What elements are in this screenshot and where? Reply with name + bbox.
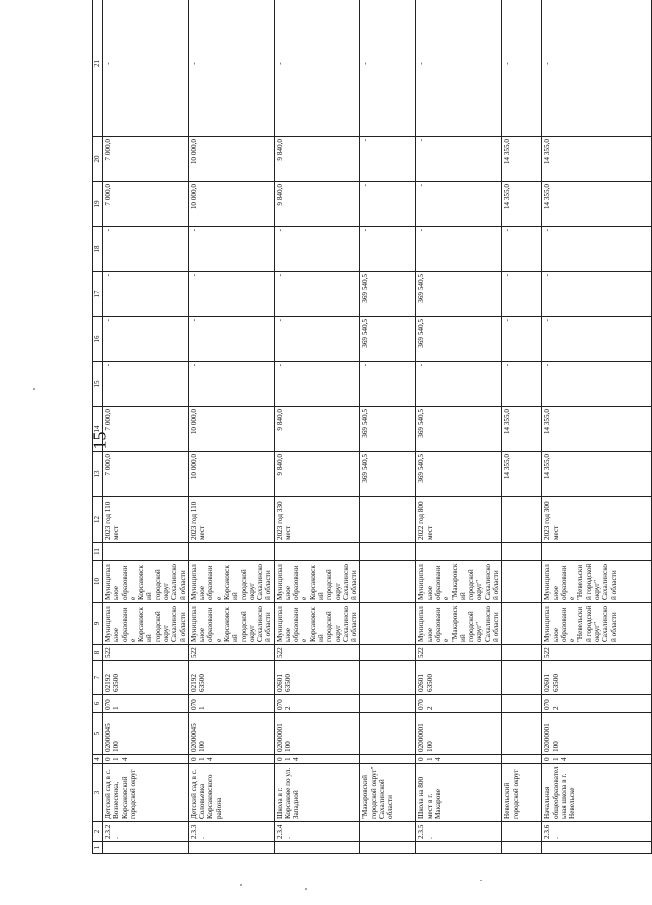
table-cell-col-12: 2023 год 110 мест bbox=[188, 497, 274, 543]
table-cell-col-12 bbox=[502, 497, 542, 543]
table-cell-col-19: 14 355,0 bbox=[502, 182, 542, 227]
table-cell-col-13: 14 355,0 bbox=[502, 452, 542, 497]
table-cell-col-4: 0 1 4 bbox=[188, 755, 274, 764]
table-row bbox=[103, 0, 189, 854]
table-cell-col-16: - bbox=[502, 317, 542, 362]
column-number-11: 11 bbox=[93, 543, 103, 561]
column-number-12: 12 bbox=[93, 497, 103, 543]
table-cell-col-13: 369 540,5 bbox=[416, 452, 502, 497]
table-cell-col-8: 522 bbox=[416, 645, 502, 661]
table-cell-col-19: 7 000,0 bbox=[103, 182, 189, 227]
table-cell-col-16: - bbox=[188, 317, 274, 362]
table-cell-col-1 bbox=[188, 842, 274, 854]
table-cell-col-4: 0 1 4 bbox=[416, 755, 502, 764]
column-number-4: 4 bbox=[93, 755, 103, 764]
table-cell-col-15: - bbox=[416, 362, 502, 407]
table-cell-col-14: 7 000,0 bbox=[103, 407, 189, 452]
table-cell-col-17: 369 540,5 bbox=[360, 272, 416, 317]
table-row bbox=[274, 0, 360, 854]
table-cell-col-11 bbox=[542, 543, 652, 561]
table-cell-col-15: - bbox=[274, 362, 360, 407]
table-cell-col-20: 9 840,0 bbox=[274, 137, 360, 182]
table-cell-col-5: 02000001 100 bbox=[416, 713, 502, 755]
column-number-6: 6 bbox=[93, 695, 103, 713]
table-cell-col-14: 14 355,0 bbox=[542, 407, 652, 452]
table-cell-col-13: 7 000,0 bbox=[103, 452, 189, 497]
table-cell-col-12: 2022 год 800 мест bbox=[416, 497, 502, 543]
table-row bbox=[416, 0, 502, 854]
table-cell-col-20: 14 355,0 bbox=[502, 137, 542, 182]
table-cell-col-11 bbox=[188, 543, 274, 561]
column-number-9: 9 bbox=[93, 603, 103, 645]
table-cell-col-2 bbox=[502, 822, 542, 842]
table-cell-col-13: 369 540,5 bbox=[360, 452, 416, 497]
table-cell-col-6 bbox=[502, 695, 542, 713]
table-cell-col-12: 2023 год 330 мест bbox=[274, 497, 360, 543]
table-cell-col-13: 14 355,0 bbox=[542, 452, 652, 497]
table-cell-col-5 bbox=[360, 713, 416, 755]
column-number-2: 2 bbox=[93, 822, 103, 842]
table-cell-col-11 bbox=[103, 543, 189, 561]
table-cell-col-15: - bbox=[360, 362, 416, 407]
table-cell-col-3: "Макаровский городской округ" Сахалинской области bbox=[360, 764, 416, 822]
table-cell-col-14: 9 840,0 bbox=[274, 407, 360, 452]
table-cell-col-1 bbox=[502, 842, 542, 854]
column-number-7: 7 bbox=[93, 661, 103, 695]
table-cell-col-7 bbox=[502, 661, 542, 695]
table-cell-col-6 bbox=[360, 695, 416, 713]
table-cell-col-7: 02192 63500 bbox=[188, 661, 274, 695]
table-cell-col-3: Невельский городской округ bbox=[502, 764, 542, 822]
table-cell-col-18: - bbox=[416, 227, 502, 272]
table-cell-col-3: Школа на 800 мест в г. Макарове bbox=[416, 764, 502, 822]
budget-table-frame bbox=[89, 41, 618, 854]
scan-speck bbox=[240, 884, 242, 886]
table-cell-col-10: Муниципальное образование Корсаковский городской округ Сахалинской области bbox=[188, 561, 274, 603]
table-cell-col-10: Муниципальное образование Корсаковский городской округ Сахалинской области bbox=[103, 561, 189, 603]
table-cell-col-18: - bbox=[274, 227, 360, 272]
table-cell-col-4: 0 1 4 bbox=[103, 755, 189, 764]
table-cell-col-5: 02000045 100 bbox=[103, 713, 189, 755]
table-cell-col-17: - bbox=[103, 272, 189, 317]
table-cell-col-21: - bbox=[103, 0, 189, 137]
table-cell-col-20: 14 355,0 bbox=[542, 137, 652, 182]
budget-table bbox=[89, 0, 652, 854]
scan-speck bbox=[305, 888, 307, 890]
table-cell-col-4 bbox=[360, 755, 416, 764]
table-cell-col-2: 2.3.2. bbox=[103, 822, 189, 842]
table-cell-col-8: 522 bbox=[188, 645, 274, 661]
table-cell-col-10 bbox=[360, 561, 416, 603]
header-row bbox=[93, 0, 103, 854]
table-cell-col-21: - bbox=[502, 0, 542, 137]
table-cell-col-17: - bbox=[274, 272, 360, 317]
table-cell-col-4: 0 1 4 bbox=[274, 755, 360, 764]
column-number-13: 13 bbox=[93, 452, 103, 497]
table-cell-col-9 bbox=[502, 603, 542, 645]
table-cell-col-9: Муниципальное образование "Макаровский городской округ" Сахалинской области bbox=[416, 603, 502, 645]
table-cell-col-18: - bbox=[360, 227, 416, 272]
table-cell-col-16: 369 540,5 bbox=[416, 317, 502, 362]
table-cell-col-18: - bbox=[542, 227, 652, 272]
table-cell-col-7: 02601 63500 bbox=[542, 661, 652, 695]
table-cell-col-11 bbox=[502, 543, 542, 561]
table-cell-col-21: - bbox=[360, 0, 416, 137]
table-cell-col-15: - bbox=[542, 362, 652, 407]
table-cell-col-13: 10 000,0 bbox=[188, 452, 274, 497]
table-cell-col-21: - bbox=[274, 0, 360, 137]
table-row bbox=[188, 0, 274, 854]
column-number-15: 15 bbox=[93, 362, 103, 407]
table-cell-col-1 bbox=[542, 842, 652, 854]
table-cell-col-5: 02000001 100 bbox=[542, 713, 652, 755]
table-cell-col-18: - bbox=[188, 227, 274, 272]
table-cell-col-21: - bbox=[188, 0, 274, 137]
table-cell-col-14: 369 540,5 bbox=[360, 407, 416, 452]
table-cell-col-1 bbox=[416, 842, 502, 854]
table-cell-col-16: - bbox=[542, 317, 652, 362]
table-cell-col-9: Муниципальное образование Корсаковский городской округ Сахалинской области bbox=[188, 603, 274, 645]
page-number: 15 bbox=[89, 431, 110, 450]
table-cell-col-14: 10 000,0 bbox=[188, 407, 274, 452]
table-cell-col-15: - bbox=[188, 362, 274, 407]
column-number-8: 8 bbox=[93, 645, 103, 661]
column-number-3: 3 bbox=[93, 764, 103, 822]
table-cell-col-19: 14 355,0 bbox=[542, 182, 652, 227]
table-cell-col-10: Муниципальное образование Корсаковский городской округ Сахалинской области bbox=[274, 561, 360, 603]
table-cell-col-1 bbox=[103, 842, 189, 854]
column-number-20: 20 bbox=[93, 137, 103, 182]
table-cell-col-16: - bbox=[274, 317, 360, 362]
table-cell-col-17: - bbox=[502, 272, 542, 317]
table-cell-col-8 bbox=[360, 645, 416, 661]
table-cell-col-20: - bbox=[360, 137, 416, 182]
table-cell-col-11 bbox=[360, 543, 416, 561]
table-cell-col-5: 02000045 100 bbox=[188, 713, 274, 755]
table-cell-col-6: 070 1 bbox=[188, 695, 274, 713]
table-cell-col-19: 10 000,0 bbox=[188, 182, 274, 227]
table-cell-col-6: 070 1 bbox=[103, 695, 189, 713]
column-number-17: 17 bbox=[93, 272, 103, 317]
table-cell-col-16: - bbox=[103, 317, 189, 362]
table-cell-col-21: - bbox=[542, 0, 652, 137]
table-cell-col-18: - bbox=[103, 227, 189, 272]
table-cell-col-19: 9 840,0 bbox=[274, 182, 360, 227]
table-cell-col-18: - bbox=[502, 227, 542, 272]
table-cell-col-2 bbox=[360, 822, 416, 842]
column-number-18: 18 bbox=[93, 227, 103, 272]
table-cell-col-9: Муниципальное образование Корсаковский городской округ Сахалинской области bbox=[103, 603, 189, 645]
table-row bbox=[502, 0, 542, 854]
table-cell-col-7: 02192 63500 bbox=[103, 661, 189, 695]
table-cell-col-8: 522 bbox=[103, 645, 189, 661]
table-cell-col-10 bbox=[502, 561, 542, 603]
table-cell-col-17: - bbox=[188, 272, 274, 317]
table-cell-col-6: 070 2 bbox=[542, 695, 652, 713]
table-cell-col-13: 9 840,0 bbox=[274, 452, 360, 497]
table-cell-col-16: 369 540,5 bbox=[360, 317, 416, 362]
table-cell-col-12 bbox=[360, 497, 416, 543]
table-cell-col-6: 070 2 bbox=[416, 695, 502, 713]
column-number-21: 21 bbox=[93, 0, 103, 137]
table-cell-col-1 bbox=[274, 842, 360, 854]
table-cell-col-20: 10 000,0 bbox=[188, 137, 274, 182]
table-cell-col-5 bbox=[502, 713, 542, 755]
table-cell-col-10: Муниципальное образование "Невельский городской округ" Сахалинской области bbox=[542, 561, 652, 603]
table-cell-col-2: 2.3.6. bbox=[542, 822, 652, 842]
table-cell-col-7 bbox=[360, 661, 416, 695]
table-cell-col-7: 02601 63500 bbox=[416, 661, 502, 695]
table-row bbox=[360, 0, 416, 854]
table-cell-col-14: 369 540,5 bbox=[416, 407, 502, 452]
table-cell-col-1 bbox=[360, 842, 416, 854]
table-cell-col-5: 02000001 100 bbox=[274, 713, 360, 755]
table-cell-col-20: - bbox=[416, 137, 502, 182]
table-cell-col-10: Муниципальное образование "Макаровский городской округ" Сахалинской области bbox=[416, 561, 502, 603]
table-cell-col-12: 2023 год 110 мест bbox=[103, 497, 189, 543]
table-row bbox=[542, 0, 652, 854]
table-cell-col-3: Школа в г. Корсакове по ул. Западной bbox=[274, 764, 360, 822]
table-cell-col-6: 070 2 bbox=[274, 695, 360, 713]
table-cell-col-14: 14 355,0 bbox=[502, 407, 542, 452]
table-cell-col-9: Муниципальное образование "Невельский городской округ" Сахалинской области bbox=[542, 603, 652, 645]
table-cell-col-11 bbox=[416, 543, 502, 561]
table-cell-col-17: - bbox=[542, 272, 652, 317]
table-cell-col-11 bbox=[274, 543, 360, 561]
table-cell-col-3: Детский сад в с. Соловьевка Корсаковского района bbox=[188, 764, 274, 822]
column-number-16: 16 bbox=[93, 317, 103, 362]
table-cell-col-3: Начальная общеобразовательная школа в г. Невельске bbox=[542, 764, 652, 822]
table-cell-col-3: Детский сад в с. Вознесенка, Корсаковский городской округ bbox=[103, 764, 189, 822]
table-cell-col-19: - bbox=[360, 182, 416, 227]
table-cell-col-15: - bbox=[103, 362, 189, 407]
table-cell-col-12: 2023 год 300 мест bbox=[542, 497, 652, 543]
table-cell-col-9 bbox=[360, 603, 416, 645]
column-number-14: 14 bbox=[93, 407, 103, 452]
column-number-19: 19 bbox=[93, 182, 103, 227]
table-cell-col-21: - bbox=[416, 0, 502, 137]
table-cell-col-8: 522 bbox=[274, 645, 360, 661]
table-cell-col-7: 02601 63500 bbox=[274, 661, 360, 695]
scan-speck bbox=[33, 388, 35, 390]
table-cell-col-20: 7 000,0 bbox=[103, 137, 189, 182]
column-number-5: 5 bbox=[93, 713, 103, 755]
column-number-1: 1 bbox=[93, 842, 103, 854]
scan-speck bbox=[480, 880, 482, 881]
table-cell-col-17: 369 540,5 bbox=[416, 272, 502, 317]
table-cell-col-4: 0 1 4 bbox=[542, 755, 652, 764]
column-number-10: 10 bbox=[93, 561, 103, 603]
table-cell-col-8 bbox=[502, 645, 542, 661]
table-cell-col-8: 522 bbox=[542, 645, 652, 661]
table-cell-col-2: 2.3.3. bbox=[188, 822, 274, 842]
table-cell-col-9: Муниципальное образование Корсаковский городской округ Сахалинской области bbox=[274, 603, 360, 645]
table-cell-col-2: 2.3.4. bbox=[274, 822, 360, 842]
table-cell-col-19: - bbox=[416, 182, 502, 227]
table-cell-col-2: 2.3.5. bbox=[416, 822, 502, 842]
table-cell-col-15: - bbox=[502, 362, 542, 407]
table-cell-col-4 bbox=[502, 755, 542, 764]
